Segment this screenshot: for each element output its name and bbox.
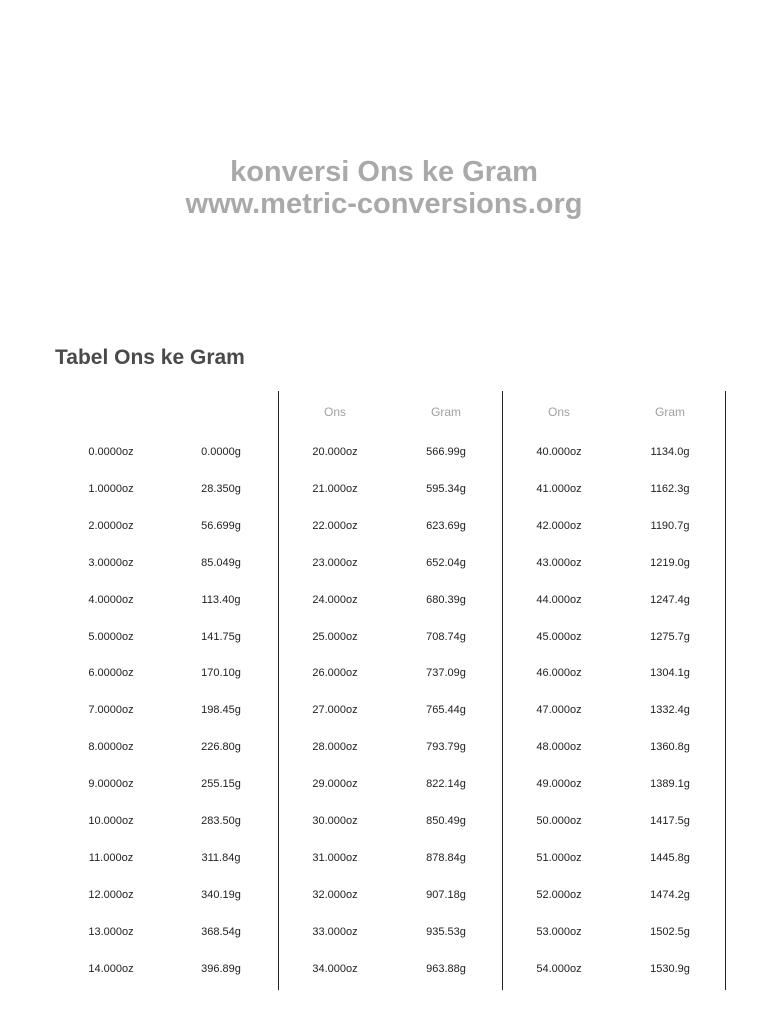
header-title: konversi Ons ke Gram bbox=[230, 156, 538, 188]
ounce-value-cell: 43.000oz bbox=[536, 557, 582, 569]
page-header bbox=[0, 156, 768, 220]
gram-value-cell: 708.74g bbox=[426, 631, 466, 643]
ounce-value-cell: 29.000oz bbox=[312, 778, 358, 790]
gram-value-cell: 1304.1g bbox=[650, 667, 690, 679]
gram-value-cell: 1162.3g bbox=[650, 483, 690, 495]
ounce-value-cell: 52.000oz bbox=[536, 889, 582, 901]
ounce-value-cell: 54.000oz bbox=[536, 963, 582, 975]
gram-value-cell: 963.88g bbox=[426, 963, 466, 975]
gram-value-cell: 737.09g bbox=[426, 667, 466, 679]
ounce-value-cell: 0.0000oz bbox=[88, 446, 134, 458]
ounce-value-cell: 32.000oz bbox=[312, 889, 358, 901]
gram-value-cell: 1332.4g bbox=[650, 704, 690, 716]
gram-value-cell: 566.99g bbox=[426, 446, 466, 458]
ounce-value-cell: 1.0000oz bbox=[88, 483, 134, 495]
ounce-value-cell: 31.000oz bbox=[312, 852, 358, 864]
gram-value-cell: 198.45g bbox=[201, 704, 241, 716]
gram-value-cell: 56.699g bbox=[201, 520, 241, 532]
ounce-value-cell: 23.000oz bbox=[312, 557, 358, 569]
column-header: Ons bbox=[547, 405, 570, 419]
ounce-value-cell: 40.000oz bbox=[536, 446, 582, 458]
ounce-value-cell: 25.000oz bbox=[312, 631, 358, 643]
ounce-value-cell: 3.0000oz bbox=[88, 557, 134, 569]
ounce-value-cell: 13.000oz bbox=[88, 926, 134, 938]
ounce-value-cell: 49.000oz bbox=[536, 778, 582, 790]
ounce-value-cell: 11.000oz bbox=[88, 852, 134, 864]
ounce-value-cell: 51.000oz bbox=[536, 852, 582, 864]
gram-value-cell: 340.19g bbox=[201, 889, 241, 901]
gram-value-cell: 226.80g bbox=[201, 741, 241, 753]
gram-value-cell: 1530.9g bbox=[650, 963, 690, 975]
column-header: Gram bbox=[655, 405, 685, 419]
gram-value-cell: 1275.7g bbox=[650, 631, 690, 643]
ounce-value-cell: 46.000oz bbox=[536, 667, 582, 679]
gram-value-cell: 283.50g bbox=[201, 815, 241, 827]
gram-value-cell: 822.14g bbox=[426, 778, 466, 790]
gram-value-cell: 311.84g bbox=[201, 852, 241, 864]
ounce-value-cell: 4.0000oz bbox=[88, 594, 134, 606]
gram-value-cell: 368.54g bbox=[201, 926, 241, 938]
gram-value-cell: 1502.5g bbox=[650, 926, 690, 938]
gram-value-cell: 1474.2g bbox=[650, 889, 690, 901]
gram-value-cell: 850.49g bbox=[426, 815, 466, 827]
ounce-value-cell: 5.0000oz bbox=[88, 631, 134, 643]
gram-value-cell: 680.39g bbox=[426, 594, 466, 606]
gram-value-cell: 878.84g bbox=[426, 852, 466, 864]
ounce-value-cell: 33.000oz bbox=[312, 926, 358, 938]
gram-value-cell: 1134.0g bbox=[650, 446, 690, 458]
gram-value-cell: 85.049g bbox=[201, 557, 241, 569]
gram-value-cell: 793.79g bbox=[426, 741, 466, 753]
ounce-value-cell: 8.0000oz bbox=[88, 741, 134, 753]
gram-value-cell: 28.350g bbox=[201, 483, 241, 495]
ounce-value-cell: 48.000oz bbox=[536, 741, 582, 753]
ounce-value-cell: 27.000oz bbox=[312, 704, 358, 716]
column-header: Ons bbox=[323, 405, 346, 419]
gram-value-cell: 623.69g bbox=[426, 520, 466, 532]
gram-value-cell: 1190.7g bbox=[650, 520, 690, 532]
section-title: Tabel Ons ke Gram bbox=[55, 346, 245, 369]
ounce-value-cell: 12.000oz bbox=[88, 889, 134, 901]
ounce-value-cell: 44.000oz bbox=[536, 594, 582, 606]
gram-value-cell: 907.18g bbox=[426, 889, 466, 901]
column-header: Gram bbox=[431, 405, 461, 419]
gram-value-cell: 0.0000g bbox=[201, 446, 241, 458]
ounce-value-cell: 9.0000oz bbox=[88, 778, 134, 790]
ounce-value-cell: 10.000oz bbox=[88, 815, 134, 827]
gram-value-cell: 141.75g bbox=[201, 631, 241, 643]
ounce-value-cell: 50.000oz bbox=[536, 815, 582, 827]
ounce-value-cell: 45.000oz bbox=[536, 631, 582, 643]
ounce-value-cell: 21.000oz bbox=[312, 483, 358, 495]
ounce-value-cell: 30.000oz bbox=[312, 815, 358, 827]
ounce-value-cell: 28.000oz bbox=[312, 741, 358, 753]
ounce-value-cell: 7.0000oz bbox=[88, 704, 134, 716]
ounce-value-cell: 53.000oz bbox=[536, 926, 582, 938]
ounce-value-cell: 14.000oz bbox=[88, 963, 134, 975]
gram-value-cell: 1445.8g bbox=[650, 852, 690, 864]
ounce-value-cell: 41.000oz bbox=[536, 483, 582, 495]
gram-value-cell: 595.34g bbox=[426, 483, 466, 495]
gram-value-cell: 1360.8g bbox=[650, 741, 690, 753]
gram-value-cell: 170.10g bbox=[201, 667, 241, 679]
ounce-value-cell: 34.000oz bbox=[312, 963, 358, 975]
ounce-value-cell: 24.000oz bbox=[312, 594, 358, 606]
ounce-value-cell: 6.0000oz bbox=[88, 667, 134, 679]
gram-value-cell: 765.44g bbox=[426, 704, 466, 716]
gram-value-cell: 255.15g bbox=[201, 778, 241, 790]
gram-value-cell: 1247.4g bbox=[650, 594, 690, 606]
header-url: www.metric-conversions.org bbox=[185, 188, 583, 220]
ounce-value-cell: 2.0000oz bbox=[88, 520, 134, 532]
gram-value-cell: 935.53g bbox=[426, 926, 466, 938]
gram-value-cell: 652.04g bbox=[426, 557, 466, 569]
ounce-value-cell: 42.000oz bbox=[536, 520, 582, 532]
ounce-value-cell: 26.000oz bbox=[312, 667, 358, 679]
gram-value-cell: 113.40g bbox=[201, 594, 241, 606]
ounce-value-cell: 22.000oz bbox=[312, 520, 358, 532]
gram-value-cell: 1219.0g bbox=[650, 557, 690, 569]
ounce-value-cell: 47.000oz bbox=[536, 704, 582, 716]
gram-value-cell: 1389.1g bbox=[650, 778, 690, 790]
gram-value-cell: 1417.5g bbox=[650, 815, 690, 827]
gram-value-cell: 396.89g bbox=[201, 963, 241, 975]
ounce-value-cell: 20.000oz bbox=[312, 446, 358, 458]
